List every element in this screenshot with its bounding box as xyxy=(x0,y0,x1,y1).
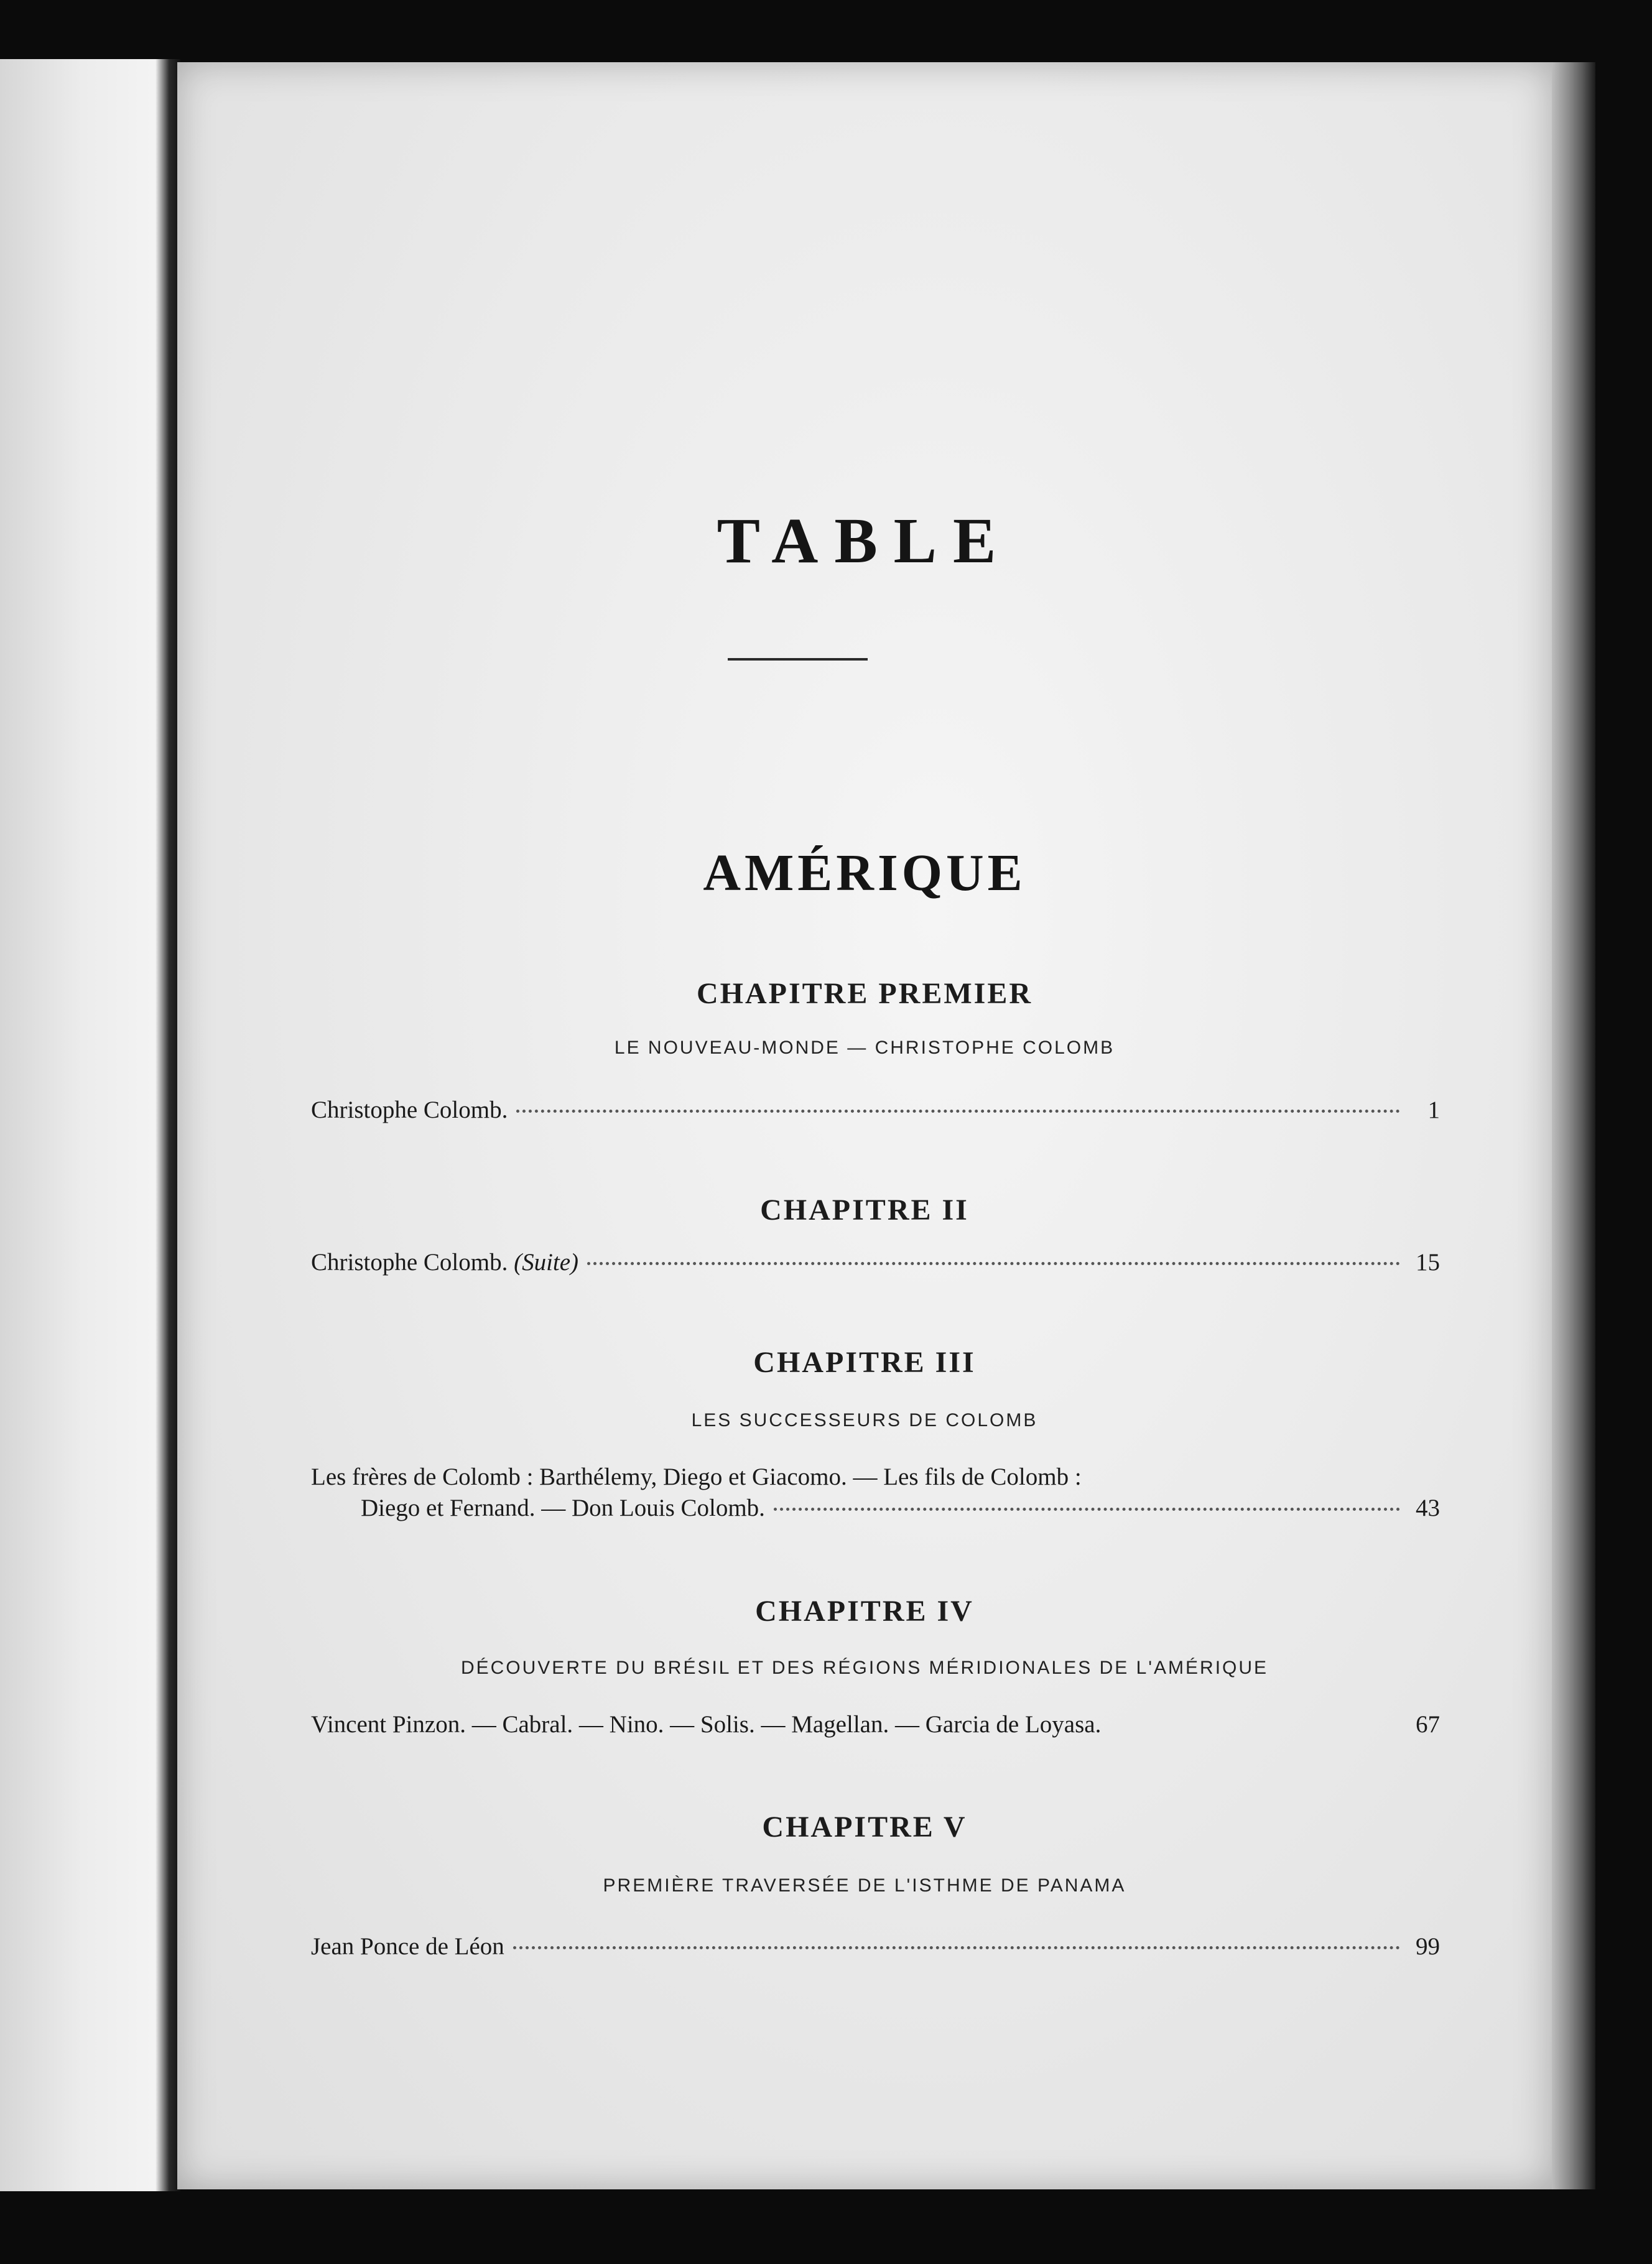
toc-entry[interactable] xyxy=(311,1931,1440,1962)
chapter-1-subtitle: LE NOUVEAU-MONDE — CHRISTOPHE COLOMB xyxy=(614,1037,1115,1058)
book-spine xyxy=(155,59,180,2191)
book-page xyxy=(177,62,1552,2189)
chapter-1-heading: CHAPITRE PREMIER xyxy=(696,977,1033,1010)
dot-leader xyxy=(516,1110,1400,1113)
chapter-3-subtitle: LES SUCCESSEURS DE COLOMB xyxy=(691,1410,1038,1431)
title-rule xyxy=(728,658,868,661)
toc-entry[interactable] xyxy=(311,1462,1440,1524)
suite-label: (Suite) xyxy=(514,1249,579,1276)
page-number: 67 xyxy=(1416,1711,1440,1738)
page-number: 15 xyxy=(1416,1249,1440,1276)
toc-entry-text: Christophe Colomb. (Suite) xyxy=(311,1249,579,1276)
dot-leader xyxy=(774,1508,1400,1511)
dot-leader xyxy=(513,1946,1400,1949)
chapter-4-subtitle: DÉCOUVERTE DU BRÉSIL ET DES RÉGIONS MÉRIDIONALES DE L'AMÉRIQUE xyxy=(460,1658,1269,1678)
dot-leader xyxy=(587,1262,1400,1265)
page-stack-edge xyxy=(1552,62,1595,2189)
toc-entry-text: Diego et Fernand. — Don Louis Colomb. xyxy=(361,1495,765,1521)
toc-entry[interactable] xyxy=(311,1095,1440,1126)
toc-entry-text: Jean Ponce de Léon xyxy=(311,1933,504,1960)
toc-entry-text: Vincent Pinzon. — Cabral. — Nino. — Solis. — Magellan. — Garcia de Loyasa. xyxy=(311,1711,1102,1738)
page-title: TABLE xyxy=(717,505,1013,577)
toc-entry-text: Les frères de Colomb : Barthélemy, Diego et Giacomo. — Les fils de Colomb : xyxy=(311,1464,1082,1490)
chapter-3-heading: CHAPITRE III xyxy=(753,1346,976,1379)
toc-entry[interactable] xyxy=(311,1247,1440,1278)
chapter-2-heading: CHAPITRE II xyxy=(760,1194,969,1227)
page-number: 43 xyxy=(1416,1495,1440,1521)
toc-entry[interactable] xyxy=(311,1709,1440,1740)
page-number: 99 xyxy=(1416,1933,1440,1960)
toc-entry-text: Christophe Colomb. xyxy=(311,1097,508,1123)
chapter-5-heading: CHAPITRE V xyxy=(762,1811,967,1844)
part-heading: AMÉRIQUE xyxy=(703,844,1026,902)
chapter-5-subtitle: PREMIÈRE TRAVERSÉE DE L'ISTHME DE PANAMA xyxy=(603,1875,1126,1896)
page-number: 1 xyxy=(1427,1097,1440,1123)
left-page xyxy=(0,59,163,2191)
chapter-4-heading: CHAPITRE IV xyxy=(755,1595,974,1628)
